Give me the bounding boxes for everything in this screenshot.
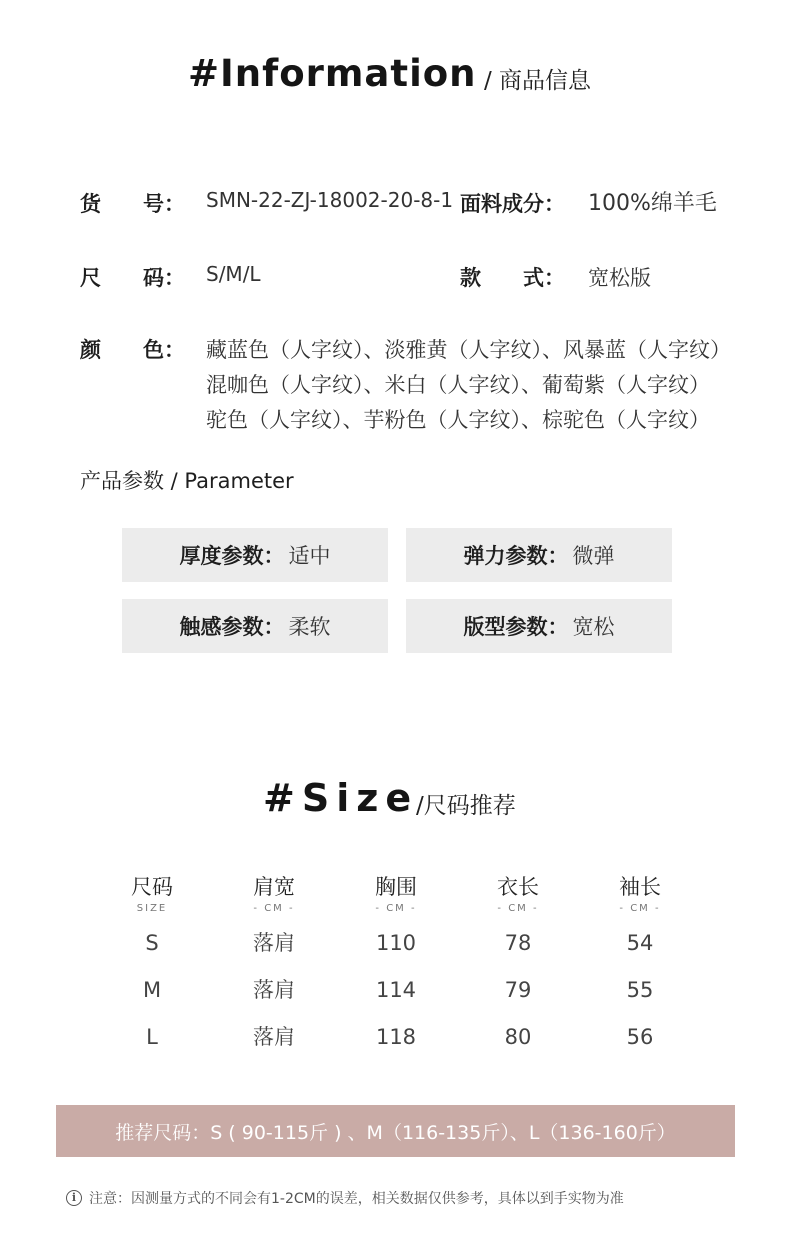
column-header: 胸围 bbox=[375, 875, 417, 899]
information-subtitle: / 商品信息 bbox=[484, 68, 592, 94]
param-fit-value: 宽松 bbox=[572, 615, 615, 639]
size-column-size bbox=[97, 871, 207, 1061]
param-elasticity-value: 微弹 bbox=[572, 544, 615, 568]
column-subheader: SIZE bbox=[136, 903, 168, 914]
information-title: #Information bbox=[188, 52, 477, 95]
param-thickness-key: 厚度参数： bbox=[179, 544, 285, 568]
color-line-1: 藏蓝色（人字纹）、淡雅黄（人字纹）、风暴蓝（人字纹） bbox=[206, 338, 731, 362]
fabric-value: 100%绵羊毛 bbox=[588, 191, 717, 216]
table-cell: 80 bbox=[504, 1025, 532, 1049]
table-cell: 79 bbox=[504, 978, 532, 1002]
column-subheader: - CM - bbox=[497, 903, 539, 914]
item-no-label: 货 号： bbox=[80, 192, 185, 216]
column-subheader: - CM - bbox=[619, 903, 661, 914]
param-thickness bbox=[122, 528, 388, 582]
info-icon: i bbox=[66, 1190, 82, 1206]
table-cell: S bbox=[145, 931, 159, 955]
param-touch-key: 触感参数： bbox=[179, 615, 285, 639]
param-touch bbox=[122, 599, 388, 653]
column-header: 肩宽 bbox=[253, 875, 295, 899]
color-line-3: 驼色（人字纹）、芋粉色（人字纹）、棕驼色（人字纹） bbox=[206, 408, 710, 432]
param-fit bbox=[406, 599, 672, 653]
fabric-label: 面料成分： bbox=[460, 192, 565, 216]
size-column-shoulder bbox=[219, 871, 329, 1061]
column-header: 衣长 bbox=[497, 875, 539, 899]
table-cell: 78 bbox=[504, 931, 532, 955]
item-no-value: SMN-22-ZJ-18002-20-8-1 bbox=[206, 188, 454, 212]
table-cell: M bbox=[142, 978, 162, 1002]
size-column-length bbox=[463, 871, 573, 1061]
table-cell: 118 bbox=[375, 1025, 417, 1049]
table-cell: 114 bbox=[375, 978, 417, 1002]
param-elasticity bbox=[406, 528, 672, 582]
table-cell: 落肩 bbox=[253, 978, 295, 1002]
table-cell: 落肩 bbox=[253, 1025, 295, 1049]
size-column-sleeve bbox=[585, 871, 695, 1061]
parameter-heading: 产品参数 / Parameter bbox=[80, 469, 294, 493]
column-header: 袖长 bbox=[619, 875, 661, 899]
size-title: #Size bbox=[263, 776, 419, 820]
column-header: 尺码 bbox=[131, 875, 173, 899]
param-thickness-value: 适中 bbox=[288, 544, 331, 568]
size-recommendation-bar: 推荐尺码：S ( 90-115斤 ) 、M（116-135斤）、L（136-160斤） bbox=[56, 1105, 735, 1157]
color-label: 颜 色： bbox=[80, 338, 185, 362]
table-cell: L bbox=[146, 1025, 158, 1049]
size-value: S/M/L bbox=[206, 262, 261, 286]
size-label: 尺 码： bbox=[80, 266, 185, 290]
param-fit-key: 版型参数： bbox=[463, 615, 569, 639]
column-subheader: - CM - bbox=[253, 903, 295, 914]
style-label: 款 式： bbox=[460, 266, 565, 290]
size-column-chest bbox=[341, 871, 451, 1061]
table-cell: 56 bbox=[626, 1025, 654, 1049]
table-cell: 落肩 bbox=[253, 931, 295, 955]
color-line-2: 混咖色（人字纹）、米白（人字纹）、葡萄紫（人字纹） bbox=[206, 373, 710, 397]
param-elasticity-key: 弹力参数： bbox=[463, 544, 569, 568]
table-cell: 54 bbox=[626, 931, 654, 955]
style-value: 宽松版 bbox=[588, 266, 651, 290]
table-cell: 110 bbox=[375, 931, 417, 955]
measurement-note-text: 注意：因测量方式的不同会有1-2CM的误差，相关数据仅供参考，具体以到手实物为准 bbox=[89, 1191, 624, 1207]
measurement-note bbox=[66, 1188, 624, 1208]
param-touch-value: 柔软 bbox=[288, 615, 331, 639]
size-subtitle: /尺码推荐 bbox=[416, 793, 516, 819]
table-cell: 55 bbox=[626, 978, 654, 1002]
column-subheader: - CM - bbox=[375, 903, 417, 914]
